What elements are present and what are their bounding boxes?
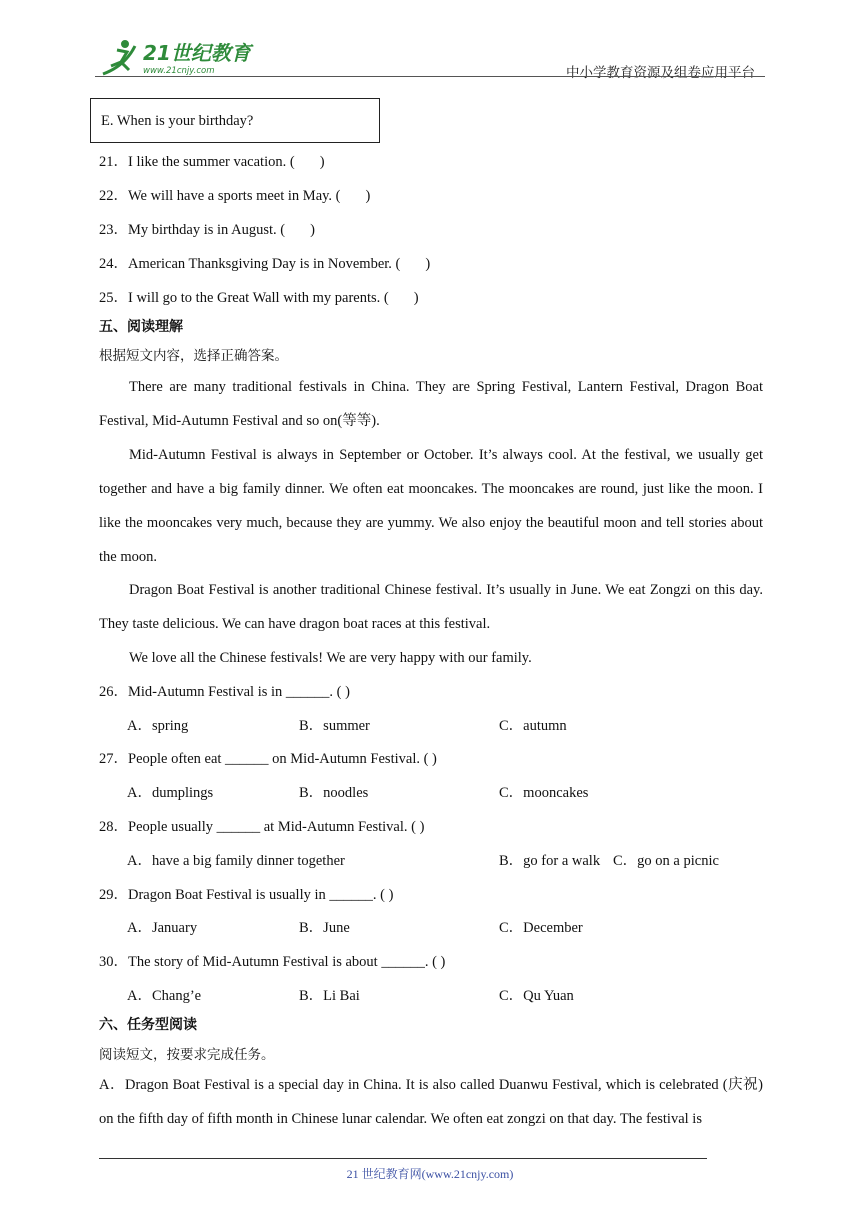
q28-option-b[interactable]: B．go for a walk: [499, 853, 601, 869]
matching-item-23: 23．My birthday is in August. ( ): [99, 222, 315, 238]
q30-option-b[interactable]: B．Li Bai: [299, 988, 360, 1004]
runner-logo-icon: [95, 36, 265, 80]
q28-option-a[interactable]: A．have a big family dinner together: [127, 853, 345, 869]
svg-text:21世纪教育: 21世纪教育: [143, 41, 251, 65]
footer-divider: [99, 1158, 707, 1159]
passage-paragraph-4: We love all the Chinese festivals! We are very happy with our family.: [129, 650, 532, 666]
q30-option-c[interactable]: C．Qu Yuan: [499, 988, 574, 1004]
task-passage-a: A．Dragon Boat Festival is a special day in China. It is also called Duanwu Festival, which is celebrated (庆祝) on the fifth day of fifth month in Chinese lunar calendar. We often eat zongzi on that day. The festival is: [99, 1077, 763, 1127]
question-29: 29．Dragon Boat Festival is usually in ______. ( ): [99, 887, 394, 903]
header-divider: [95, 76, 765, 77]
q28-option-c[interactable]: C．go on a picnic: [613, 853, 719, 869]
section-6-title: 六、任务型阅读: [99, 1017, 197, 1033]
passage-paragraph-1: There are many traditional festivals in China. They are Spring Festival, Lantern Festival, Dragon Boat Festival, Mid-Autumn Festival and so on(等等).: [99, 379, 763, 429]
svg-text:www.21cnjy.com: www.21cnjy.com: [143, 66, 215, 76]
matching-item-24: 24．American Thanksgiving Day is in November. ( ): [99, 256, 431, 272]
q27-option-b[interactable]: B．noodles: [299, 785, 369, 801]
q26-option-a[interactable]: A．spring: [127, 718, 189, 734]
question-27: 27．People often eat ______ on Mid-Autumn Festival. ( ): [99, 751, 437, 767]
q30-option-a[interactable]: A．Chang’e: [127, 988, 202, 1004]
q26-option-b[interactable]: B．summer: [299, 718, 370, 734]
passage-paragraph-3: Dragon Boat Festival is another traditional Chinese festival. It’s usually in June. We eat Zongzi on this day. They taste delicious. We can have dragon boat races at this festival.: [99, 582, 763, 632]
q29-option-b[interactable]: B．June: [299, 920, 350, 936]
question-26: 26．Mid-Autumn Festival is in ______. ( ): [99, 684, 350, 700]
matching-item-21: 21．I like the summer vacation. ( ): [99, 154, 325, 170]
question-28: 28．People usually ______ at Mid-Autumn Festival. ( ): [99, 819, 425, 835]
option-box: [90, 98, 380, 143]
q29-option-c[interactable]: C．December: [499, 920, 583, 936]
q26-option-c[interactable]: C．autumn: [499, 718, 567, 734]
q29-option-a[interactable]: A．January: [127, 920, 198, 936]
matching-item-22: 22．We will have a sports meet in May. ( ): [99, 188, 371, 204]
question-30: 30．The story of Mid-Autumn Festival is about ______. ( ): [99, 954, 446, 970]
passage-paragraph-2: Mid-Autumn Festival is always in September or October. It’s always cool. At the festival, we usually get together and have a big family dinner. We often eat mooncakes. The mooncakes are round, just like the moon. I like the mooncakes very much, because they are yummy. We also enjoy the beautiful moon and tell stories about the moon.: [99, 447, 763, 565]
q27-option-a[interactable]: A．dumplings: [127, 785, 214, 801]
section-6-instruction: 阅读短文，按要求完成任务。: [99, 1047, 275, 1063]
site-logo: [95, 36, 265, 80]
footer-text[interactable]: 21 世纪教育网(www.21cnjy.com): [346, 1167, 514, 1181]
section-5-title: 五、阅读理解: [99, 319, 183, 335]
q27-option-c[interactable]: C．mooncakes: [499, 785, 589, 801]
option-e-text: E. When is your birthday?: [101, 113, 254, 129]
section-5-instruction: 根据短文内容，选择正确答案。: [99, 348, 288, 364]
platform-name: 中小学教育资源及组卷应用平台: [566, 65, 755, 81]
matching-item-25: 25．I will go to the Great Wall with my parents. ( ): [99, 290, 419, 306]
